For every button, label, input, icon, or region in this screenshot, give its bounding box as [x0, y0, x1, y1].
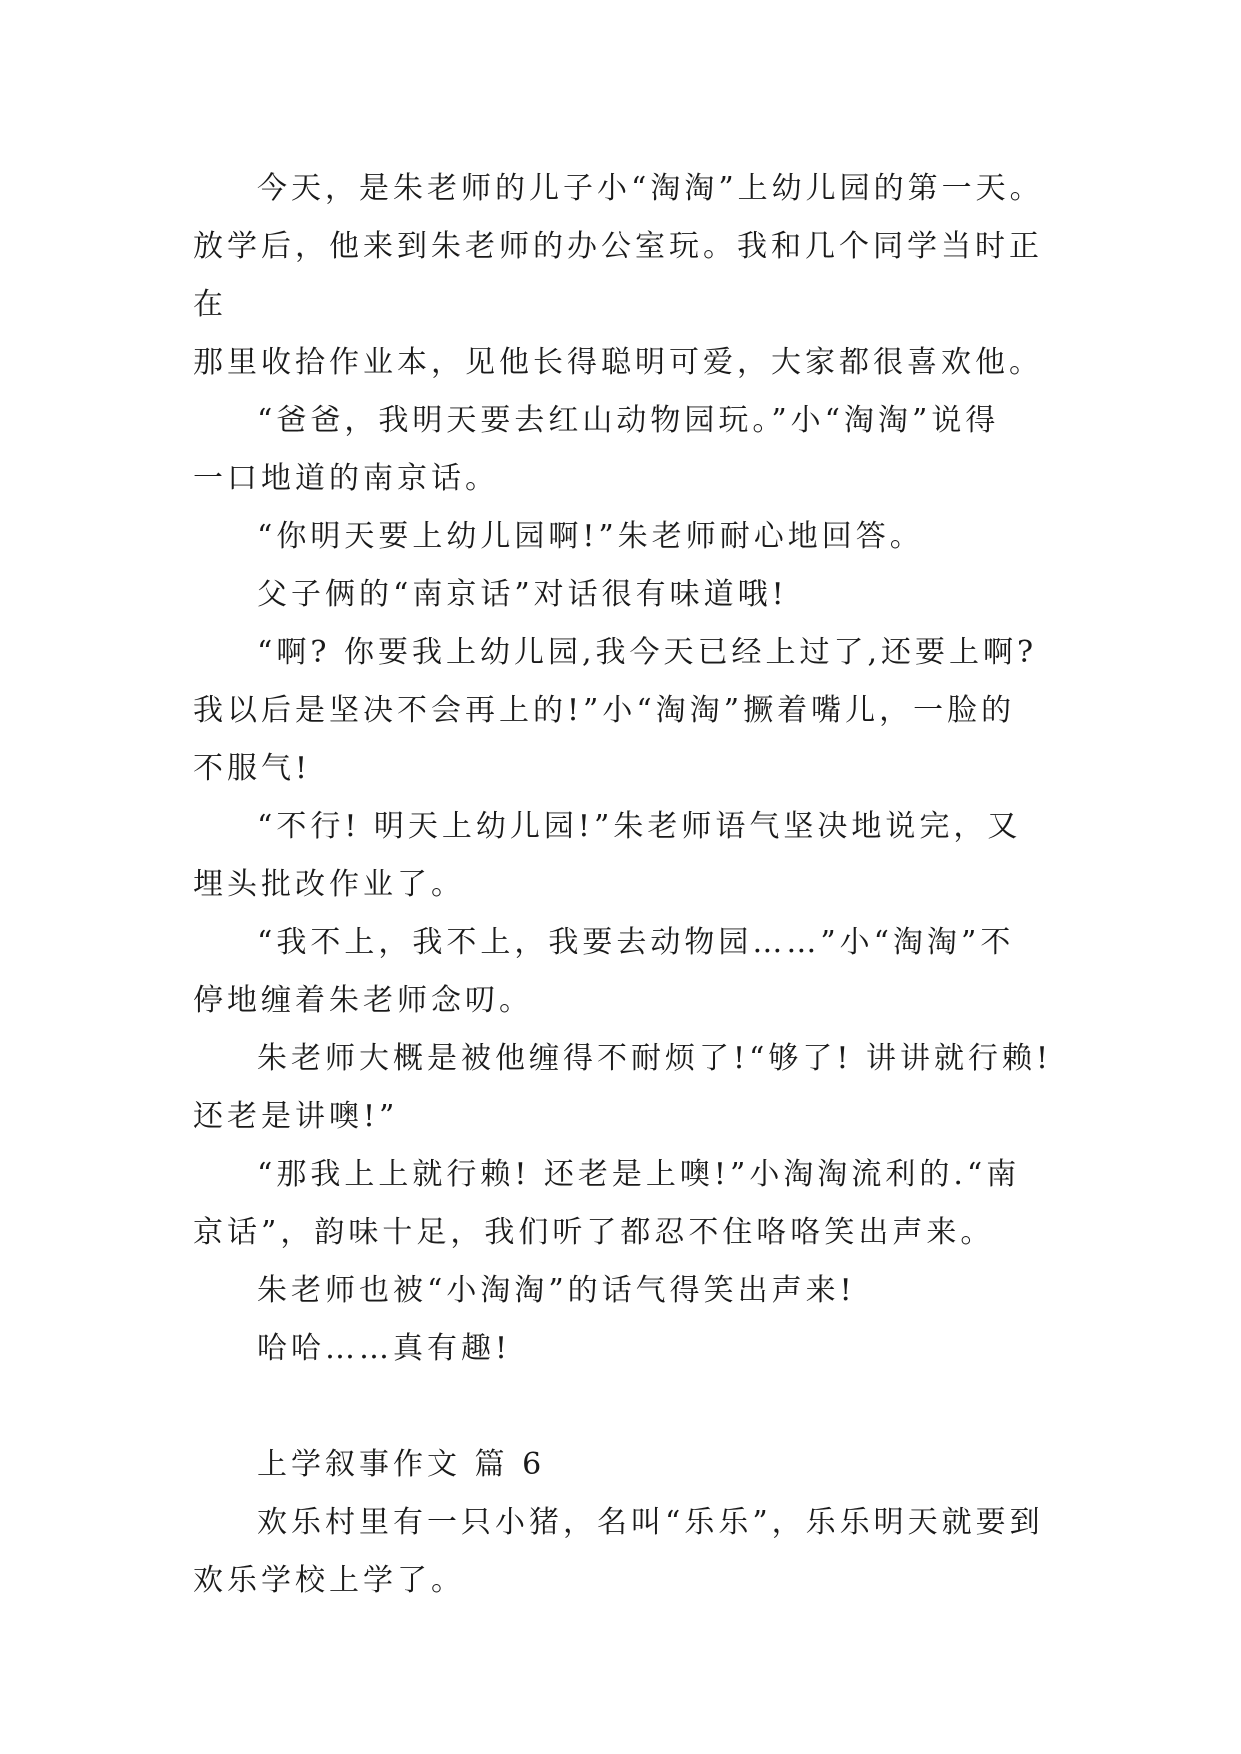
text-line: 我以后是坚决不会再上的!”小“淘淘”撅着嘴儿，一脸的	[193, 693, 1016, 728]
text-line: “不行! 明天上幼儿园!”朱老师语气坚决地说完，又	[257, 809, 1022, 844]
text-line: “那我上上就行赖! 还老是上噢!”小淘淘流利的.“南	[257, 1157, 1021, 1192]
text-line: 不服气!	[193, 751, 312, 786]
paragraph	[193, 392, 1073, 508]
paragraph	[193, 1494, 1073, 1610]
text-line: “你明天要上幼儿园啊!”朱老师耐心地回答。	[257, 519, 924, 554]
paragraph	[193, 914, 1073, 1030]
text-line: “啊? 你要我上幼儿园,我今天已经上过了,还要上啊?	[257, 635, 1038, 670]
text-line: 朱老师也被“小淘淘”的话气得笑出声来!	[257, 1273, 856, 1308]
text-line: 欢乐村里有一只小猪，名叫“乐乐”，乐乐明天就要到	[257, 1505, 1044, 1540]
text-line: 一口地道的南京话。	[193, 461, 499, 496]
text-line: 哈哈……真有趣!	[257, 1331, 512, 1366]
text-line: 今天，是朱老师的儿子小“淘淘”上幼儿园的第一天。	[257, 171, 1044, 206]
text-line: “爸爸，我明天要去红山动物园玩。”小“淘淘”说得	[257, 403, 1000, 438]
paragraph	[193, 160, 1073, 392]
document-body	[193, 160, 1073, 1610]
section-spacer	[193, 1378, 1073, 1436]
text-line: 朱老师大概是被他缠得不耐烦了!“够了! 讲讲就行赖!	[257, 1041, 1053, 1076]
text-line: 埋头批改作业了。	[193, 867, 465, 902]
paragraph	[193, 1146, 1073, 1262]
paragraph	[193, 1262, 1073, 1320]
text-line: 还老是讲噢!”	[193, 1099, 399, 1134]
text-line: 欢乐学校上学了。	[193, 1563, 465, 1598]
section-heading: 上学叙事作文 篇 6	[257, 1447, 546, 1482]
text-line: “我不上，我不上，我要去动物园……”小“淘淘”不	[257, 925, 1015, 960]
text-line: 京话”，韵味十足，我们听了都忍不住咯咯笑出声来。	[193, 1215, 995, 1250]
paragraph	[193, 1320, 1073, 1378]
paragraph	[193, 566, 1073, 624]
paragraph	[193, 798, 1073, 914]
text-line: 那里收拾作业本，见他长得聪明可爱，大家都很喜欢他。	[193, 345, 1043, 380]
paragraph	[193, 1030, 1073, 1146]
text-line: 父子俩的“南京话”对话很有味道哦!	[257, 577, 788, 612]
text-line: 停地缠着朱老师念叨。	[193, 983, 533, 1018]
text-line: 放学后，他来到朱老师的办公室玩。我和几个同学当时正在	[193, 229, 1043, 322]
paragraph	[193, 624, 1073, 798]
paragraph	[193, 508, 1073, 566]
